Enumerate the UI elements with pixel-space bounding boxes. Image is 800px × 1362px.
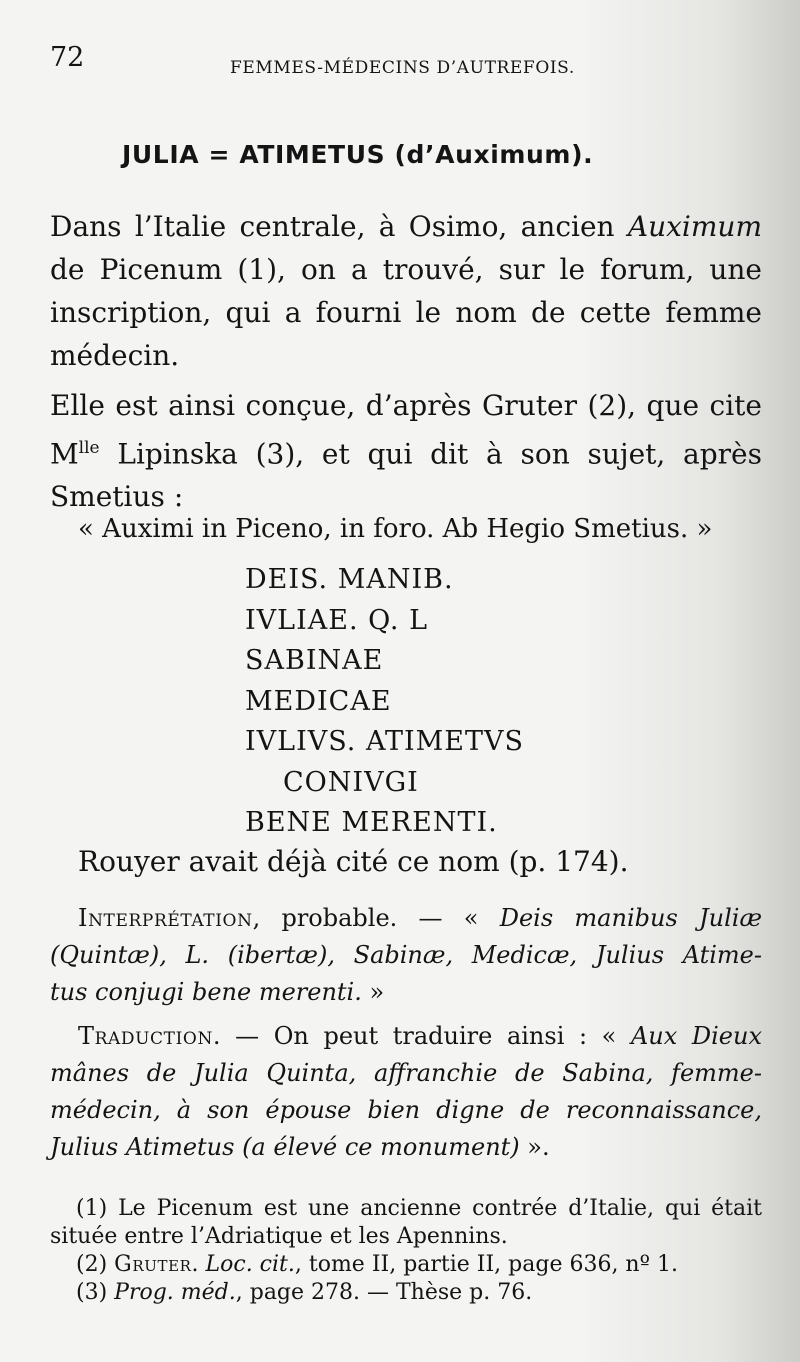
text-line: Smetius : [50, 480, 184, 514]
latin-inscription [245, 560, 524, 844]
text-line: Dans l’Italie centrale, à Osimo, ancien Auximum [50, 210, 762, 243]
inscription-line: CONIVGI [283, 766, 419, 798]
text-line: Julius Atimetus (a élevé ce monument) ». [50, 1133, 550, 1161]
inscription-line: MEDICAE [245, 685, 392, 717]
translation-paragraph [50, 1018, 762, 1166]
inscription-line: BENE MERENTI. [245, 807, 498, 838]
paragraph-intro [50, 205, 762, 377]
text-line: Traduction. — On peut traduire ainsi : « Aux Dieux [78, 1022, 762, 1050]
source-quote: « Auximi in Piceno, in foro. Ab Hegio Smetius. » [78, 514, 713, 544]
inscription-line: SABINAE [245, 645, 384, 676]
text-line: mânes de Julia Quinta, affranchie de Sabina, femme- [50, 1059, 762, 1087]
interpretation-paragraph [50, 900, 762, 1011]
running-head: FEMMES-MÉDECINS D’AUTREFOIS. [230, 58, 575, 78]
text-line: (Quintæ), L. (ibertæ), Sabinæ, Medicæ, Julius Atime- [50, 941, 762, 969]
inscription-line: DEIS. MANIB. [245, 564, 454, 595]
inscription-line: IVLIAE. Q. L [245, 604, 429, 636]
inscription-line: IVLIVS. ATIMETVS [245, 726, 525, 757]
paragraph-source [50, 384, 762, 518]
text-line: tus conjugi bene merenti. » [50, 978, 385, 1006]
text-line: inscription, qui a fourni le nom de cette femme [50, 296, 762, 329]
footnote-1: (1) Le Picenum est une ancienne contrée d’Italie, qui était [76, 1196, 762, 1221]
text-line: Interprétation, probable. — « Deis manibus Juliæ [78, 904, 762, 932]
rouyer-note: Rouyer avait déjà cité ce nom (p. 174). [78, 845, 629, 878]
footnote-2: (2) Gruter. Loc. cit., tome II, partie II, page 636, nº 1. [76, 1252, 678, 1277]
footnote-1-cont: située entre l’Adriatique et les Apennins. [50, 1224, 508, 1249]
footnote-3: (3) Prog. méd., page 278. — Thèse p. 76. [76, 1280, 533, 1305]
interpretation-label: Interprétation [78, 904, 253, 932]
translation-label: Traduction [78, 1022, 213, 1050]
text-line: Elle est ainsi conçue, d’après Gruter (2), que cite [50, 389, 762, 422]
footnotes [50, 1195, 762, 1307]
text-line: $M^{lle}$ Lipinska (3), et qui dit à son sujet, après [50, 437, 762, 471]
section-heading: JULIA = ATIMETUS (d’Auximum). [122, 140, 594, 169]
text-line: médecin, à son épouse bien digne de reconnaissance, [50, 1096, 762, 1124]
page-number: 72 [50, 42, 85, 73]
text-line: médecin. [50, 339, 180, 372]
text-line: de Picenum (1), on a trouvé, sur le forum, une [50, 253, 762, 286]
